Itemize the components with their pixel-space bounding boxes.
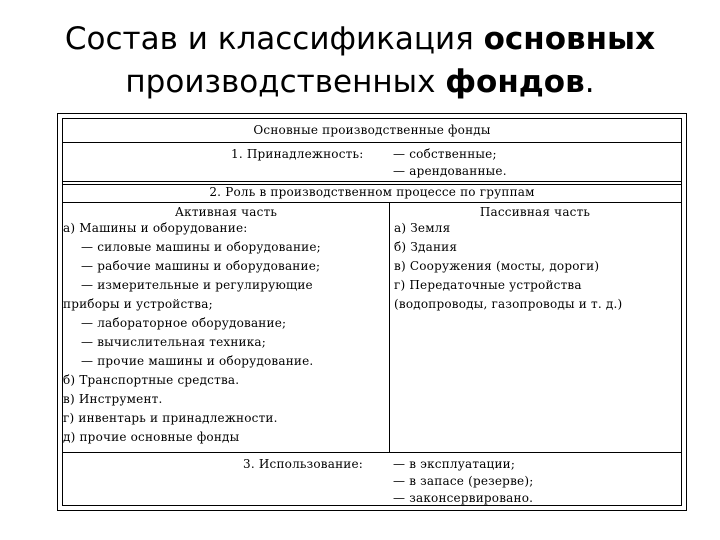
usage-option: — в запасе (резерве); [393, 474, 534, 488]
passive-item: б) Здания [394, 240, 458, 254]
column-divider [389, 202, 390, 452]
passive-item: в) Сооружения (мосты, дороги) [394, 259, 600, 273]
divider [63, 202, 681, 203]
divider [63, 452, 681, 453]
active-item: приборы и устройства; [63, 297, 213, 311]
passive-part-title: Пассивная часть [479, 205, 591, 219]
usage-option: — законсервировано. [393, 491, 534, 505]
ownership-option-leased: — арендованные. [393, 164, 507, 178]
table-inner-border [62, 118, 682, 506]
active-item: — измерительные и регулирующие [81, 278, 313, 292]
active-item: — силовые машины и оборудование; [81, 240, 321, 254]
passive-item: г) Передаточные устройства [394, 278, 582, 292]
role-header: 2. Роль в производственном процессе по группам [209, 185, 535, 199]
table-header: Основные производственные фонды [253, 123, 491, 137]
active-item: б) Транспортные средства. [63, 373, 240, 387]
divider [63, 142, 681, 143]
title-line-1: Состав и классификация основных [64, 21, 656, 57]
title-bold-word-2: фондов [445, 64, 585, 100]
active-item: — вычислительная техника; [81, 335, 267, 349]
passive-item: (водопроводы, газопроводы и т. д.) [394, 297, 623, 311]
usage-option: — в эксплуатации; [393, 457, 516, 471]
title-bold-word-1: основных [483, 21, 656, 57]
ownership-label: 1. Принадлежность: [231, 147, 364, 161]
active-item: д) прочие основные фонды [63, 430, 240, 444]
active-item: в) Инструмент. [63, 392, 163, 406]
usage-label: 3. Использование: [243, 457, 364, 471]
classification-table [57, 113, 687, 511]
active-item: — лабораторное оборудование; [81, 316, 287, 330]
title-line-2: производственных фондов. [125, 64, 595, 100]
active-item: — рабочие машины и оборудование; [81, 259, 321, 273]
passive-item: а) Земля [394, 221, 451, 235]
ownership-option-own: — собственные; [393, 147, 497, 161]
active-item: а) Машины и оборудование: [63, 221, 248, 235]
slide-title [0, 18, 720, 104]
active-item: — прочие машины и оборудование. [81, 354, 314, 368]
active-part-title: Активная часть [174, 205, 278, 219]
active-item: г) инвентарь и принадлежности. [63, 411, 278, 425]
